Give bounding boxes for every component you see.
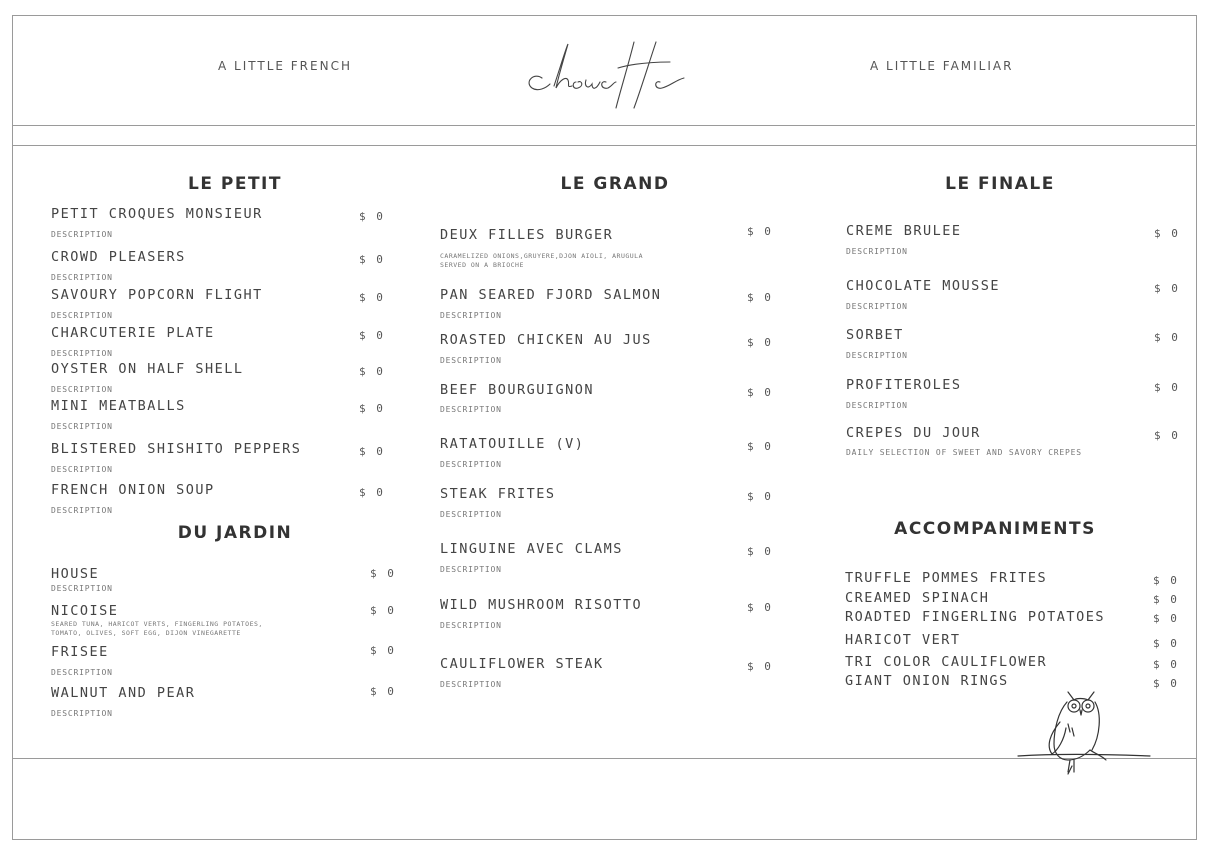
section-title-le-finale: LE FINALE (945, 174, 1055, 194)
section-title-le-petit: LE PETIT (188, 174, 282, 194)
header-divider-bottom (12, 145, 1197, 146)
menu-item-price: $ 0 (747, 490, 773, 503)
menu-item-name: FRISEE (51, 644, 109, 660)
menu-item-price: $ 0 (747, 336, 773, 349)
menu-item-description: DESCRIPTION (51, 230, 113, 239)
menu-item-description-line2: SERVED ON A BRIOCHE (440, 261, 524, 269)
menu-item-description: DESCRIPTION (51, 668, 113, 677)
menu-item-description: DESCRIPTION (440, 510, 502, 519)
menu-item-name: PAN SEARED FJORD SALMON (440, 287, 662, 303)
menu-item-name: ROASTED CHICKEN AU JUS (440, 332, 652, 348)
menu-item-price: $ 0 (1154, 227, 1180, 240)
menu-item-description: DESCRIPTION (440, 356, 502, 365)
menu-item-name: NICOISE (51, 603, 119, 619)
menu-item-description: DESCRIPTION (51, 311, 113, 320)
menu-item-price: $ 0 (747, 225, 773, 238)
menu-item-price: $ 0 (370, 644, 396, 657)
menu-item-description: DESCRIPTION (51, 273, 113, 282)
menu-item-price: $ 0 (359, 486, 385, 499)
header-divider-top (12, 125, 1195, 126)
menu-item-price: $ 0 (747, 601, 773, 614)
menu-item-name: STEAK FRITES (440, 486, 556, 502)
owl-icon (1010, 688, 1155, 778)
menu-item-description: DESCRIPTION (51, 506, 113, 515)
menu-item-description: DESCRIPTION (846, 302, 908, 311)
menu-item-name: RATATOUILLE (V) (440, 436, 585, 452)
menu-item-description: CARAMELIZED ONIONS,GRUYERE,DJON AIOLI, ARUGULA (440, 252, 644, 260)
menu-item-name: CHOCOLATE MOUSSE (846, 278, 1001, 294)
menu-item-description: DESCRIPTION (440, 460, 502, 469)
menu-item-name: LINGUINE AVEC CLAMS (440, 541, 623, 557)
menu-item-name: OYSTER ON HALF SHELL (51, 361, 244, 377)
section-title-du-jardin: DU JARDIN (177, 523, 293, 543)
menu-item-price: $ 0 (359, 210, 385, 223)
menu-item-description: DESCRIPTION (846, 247, 908, 256)
menu-item-description: DESCRIPTION (846, 401, 908, 410)
menu-item-price: $ 0 (747, 440, 773, 453)
menu-item-description: DESCRIPTION (51, 465, 113, 474)
menu-item-name: WILD MUSHROOM RISOTTO (440, 597, 643, 613)
menu-item-name: TRUFFLE POMMES FRITES (845, 570, 1048, 586)
menu-item-name: DEUX FILLES BURGER (440, 227, 614, 243)
menu-item-description: DESCRIPTION (51, 422, 113, 431)
menu-item-description-line2: TOMATO, OLIVES, SOFT EGG, DIJON VINEGARETTE (51, 629, 241, 637)
section-title-le-grand: LE GRAND (560, 174, 670, 194)
menu-item-name: ROADTED FINGERLING POTATOES (845, 609, 1105, 625)
menu-item-description: DESCRIPTION (440, 311, 502, 320)
menu-item-price: $ 0 (370, 685, 396, 698)
menu-item-description: DESCRIPTION (51, 709, 113, 718)
menu-item-price: $ 0 (359, 402, 385, 415)
menu-item-price: $ 0 (747, 545, 773, 558)
menu-item-price: $ 0 (359, 291, 385, 304)
menu-item-description: DAILY SELECTION OF SWEET AND SAVORY CREPES (846, 448, 1082, 457)
menu-item-name: CREME BRULEE (846, 223, 962, 239)
menu-item-price: $ 0 (747, 660, 773, 673)
menu-item-name: CROWD PLEASERS (51, 249, 186, 265)
menu-item-price: $ 0 (359, 329, 385, 342)
menu-item-price: $ 0 (1154, 282, 1180, 295)
tagline-left: A LITTLE FRENCH (218, 59, 352, 73)
menu-item-price: $ 0 (370, 567, 396, 580)
menu-item-price: $ 0 (1153, 612, 1179, 625)
tagline-right: A LITTLE FAMILIAR (870, 59, 1014, 73)
menu-item-description: DESCRIPTION (440, 621, 502, 630)
chouette-logo (520, 38, 700, 118)
menu-item-price: $ 0 (1154, 381, 1180, 394)
menu-item-description: DESCRIPTION (440, 405, 502, 414)
menu-item-description: DESCRIPTION (440, 680, 502, 689)
menu-item-name: CAULIFLOWER STEAK (440, 656, 604, 672)
menu-item-name: BLISTERED SHISHITO PEPPERS (51, 441, 302, 457)
menu-item-price: $ 0 (1153, 637, 1179, 650)
menu-item-price: $ 0 (747, 291, 773, 304)
menu-item-price: $ 0 (1153, 677, 1179, 690)
menu-item-price: $ 0 (1153, 658, 1179, 671)
menu-item-description: DESCRIPTION (51, 349, 113, 358)
menu-item-price: $ 0 (1154, 429, 1180, 442)
menu-item-description: SEARED TUNA, HARICOT VERTS, FINGERLING POTATOES, (51, 620, 263, 628)
menu-item-name: TRI COLOR CAULIFLOWER (845, 654, 1048, 670)
menu-item-name: CREPES DU JOUR (846, 425, 981, 441)
menu-item-name: WALNUT AND PEAR (51, 685, 196, 701)
menu-item-price: $ 0 (359, 365, 385, 378)
menu-item-name: CREAMED SPINACH (845, 590, 990, 606)
menu-item-name: PETIT CROQUES MONSIEUR (51, 206, 263, 222)
menu-item-name: BEEF BOURGUIGNON (440, 382, 595, 398)
menu-item-name: SORBET (846, 327, 904, 343)
menu-item-price: $ 0 (747, 386, 773, 399)
menu-item-price: $ 0 (359, 253, 385, 266)
menu-item-description: DESCRIPTION (51, 584, 113, 593)
menu-item-price: $ 0 (1154, 331, 1180, 344)
menu-item-name: CHARCUTERIE PLATE (51, 325, 215, 341)
menu-item-price: $ 0 (359, 445, 385, 458)
menu-item-name: GIANT ONION RINGS (845, 673, 1009, 689)
menu-item-name: HOUSE (51, 566, 100, 582)
menu-item-name: FRENCH ONION SOUP (51, 482, 215, 498)
menu-item-name: HARICOT VERT (845, 632, 961, 648)
menu-item-description: DESCRIPTION (846, 351, 908, 360)
menu-item-description: DESCRIPTION (51, 385, 113, 394)
menu-item-price: $ 0 (370, 604, 396, 617)
menu-item-name: SAVOURY POPCORN FLIGHT (51, 287, 263, 303)
menu-item-name: MINI MEATBALLS (51, 398, 186, 414)
menu-item-description: DESCRIPTION (440, 565, 502, 574)
section-title-accompaniments: ACCOMPANIMENTS (894, 519, 1096, 539)
menu-item-name: PROFITEROLES (846, 377, 962, 393)
menu-item-price: $ 0 (1153, 574, 1179, 587)
menu-item-price: $ 0 (1153, 593, 1179, 606)
